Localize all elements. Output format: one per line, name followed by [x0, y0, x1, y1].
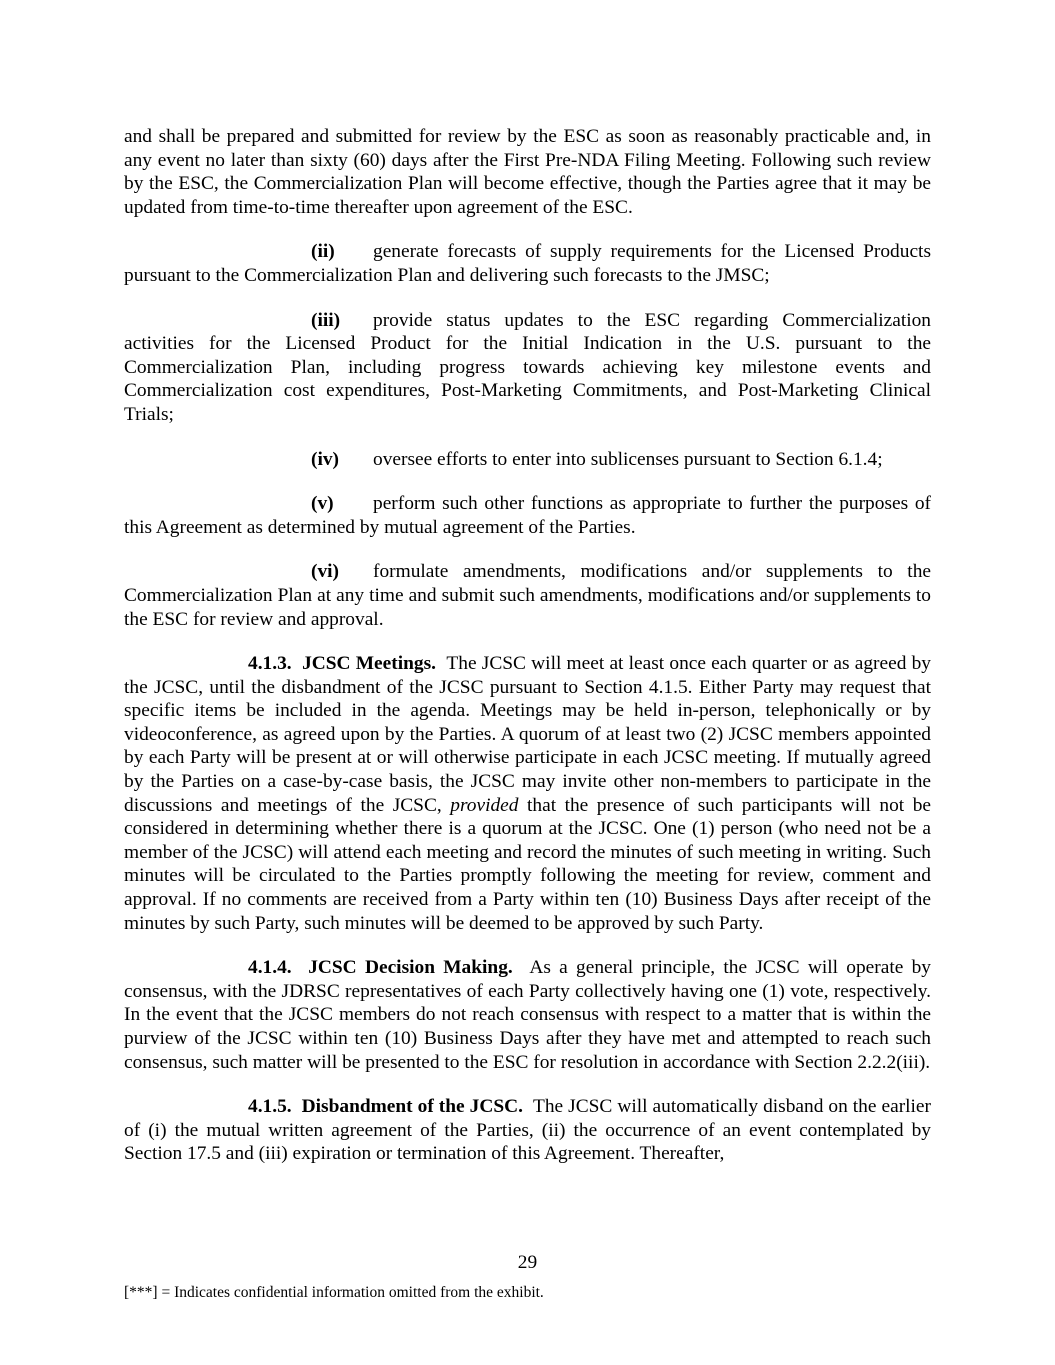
list-item-text: oversee efforts to enter into sublicenses pursuant to Section 6.1.4;	[373, 448, 883, 470]
document-body	[124, 125, 931, 1187]
section-number: 4.1.4.	[248, 957, 292, 979]
list-item-iii	[124, 309, 931, 427]
page-number: 29	[517, 1252, 538, 1273]
section-title: Disbandment of the JCSC.	[301, 1096, 523, 1118]
emphasis-text: provided	[450, 794, 519, 816]
footer-note: [***] = Indicates confidential information omitted from the exhibit.	[124, 1284, 544, 1301]
list-item-iv	[124, 448, 931, 472]
list-label: (ii)	[311, 241, 335, 263]
list-label: (vi)	[311, 561, 339, 583]
section-number: 4.1.5.	[248, 1096, 292, 1118]
list-label: (iv)	[311, 448, 339, 470]
section-text: As a general principle, the JCSC will operate by consensus, with the JDRSC representatives of each Party collectively having one (1) vote, respectively. In the event that the JCSC members do not reach consensus with respect to a matter that is within the purview of the JCSC within ten (10) Business Days after they have met and attempted to reach such consensus, such matter will be presented to the ESC for resolution in accordance with Section 2.2.2(iii).	[124, 957, 932, 1073]
list-item-ii	[124, 240, 931, 287]
section-4-1-4	[124, 956, 931, 1074]
list-item-text: provide status updates to the ESC regarding Commercialization activities for the Licensed Product for the Initial Indication in the U.S. pursuant to the Commercialization Plan, including progress towards achieving key milestone events and Commercialization cost expenditures, Post-Marketing Commitments, and Post-Marketing Clinical Trials;	[124, 309, 931, 425]
section-text-continued: that the presence of such participants will not be considered in determining whether there is a quorum at the JCSC. One (1) person (who need not be a member of the JCSC) will attend each meeting and record the minutes of such meeting in writing. Such minutes will be circulated to the Parties promptly following the meeting for review, comment and approval. If no comments are received from a Party within ten (10) Business Days after receipt of the minutes by such Party, such minutes will be deemed to be approved by such Party.	[124, 794, 931, 934]
paragraph-continuation: and shall be prepared and submitted for review by the ESC as soon as reasonably practicable and, in any event no later than sixty (60) days after the First Pre-NDA Filing Meeting. Following such review by the ESC, the Commercialization Plan will become effective, though the Parties agree that it may be updated from time-to-time thereafter upon agreement of the ESC.	[124, 126, 931, 218]
section-title: JCSC Meetings.	[302, 653, 436, 675]
section-title: JCSC Decision Making.	[308, 957, 513, 979]
list-item-text: formulate amendments, modifications and/or supplements to the Commercialization Plan at any time and submit such amendments, modifications and/or supplements to the ESC for review and approval.	[124, 561, 931, 630]
section-text: The JCSC will meet at least once each quarter or as agreed by the JCSC, until the disbandment of the JCSC pursuant to Section 4.1.5. Either Party may request that specific items be included in the agenda. Meetings may be held in-person, telephonically or by videoconference, as agreed upon by the Parties. A quorum of at least two (2) JCSC members appointed by each Party will be present at or will otherwise participate in each JCSC meeting. If mutually agreed by the Parties on a case-by-case basis, the JCSC may invite other non-members to participate in the discussions and meetings of the JCSC,	[124, 653, 932, 816]
section-4-1-3	[124, 652, 931, 935]
section-text: The JCSC will automatically disband on the earlier of (i) the mutual written agreement of the Parties, (ii) the occurrence of an event contemplated by Section 17.5 and (iii) expiration or termination of this Agreement. Thereafter,	[124, 1096, 931, 1165]
section-number: 4.1.3.	[248, 653, 292, 675]
list-item-text: perform such other functions as appropriate to further the purposes of this Agreement as determined by mutual agreement of the Parties.	[124, 493, 931, 538]
list-label: (iii)	[311, 309, 341, 331]
list-item-v	[124, 492, 931, 539]
list-label: (v)	[311, 493, 334, 515]
section-4-1-5	[124, 1095, 931, 1166]
list-item-text: generate forecasts of supply requirements for the Licensed Products pursuant to the Commercialization Plan and delivering such forecasts to the JMSC;	[124, 241, 931, 286]
list-item-vi	[124, 560, 931, 631]
